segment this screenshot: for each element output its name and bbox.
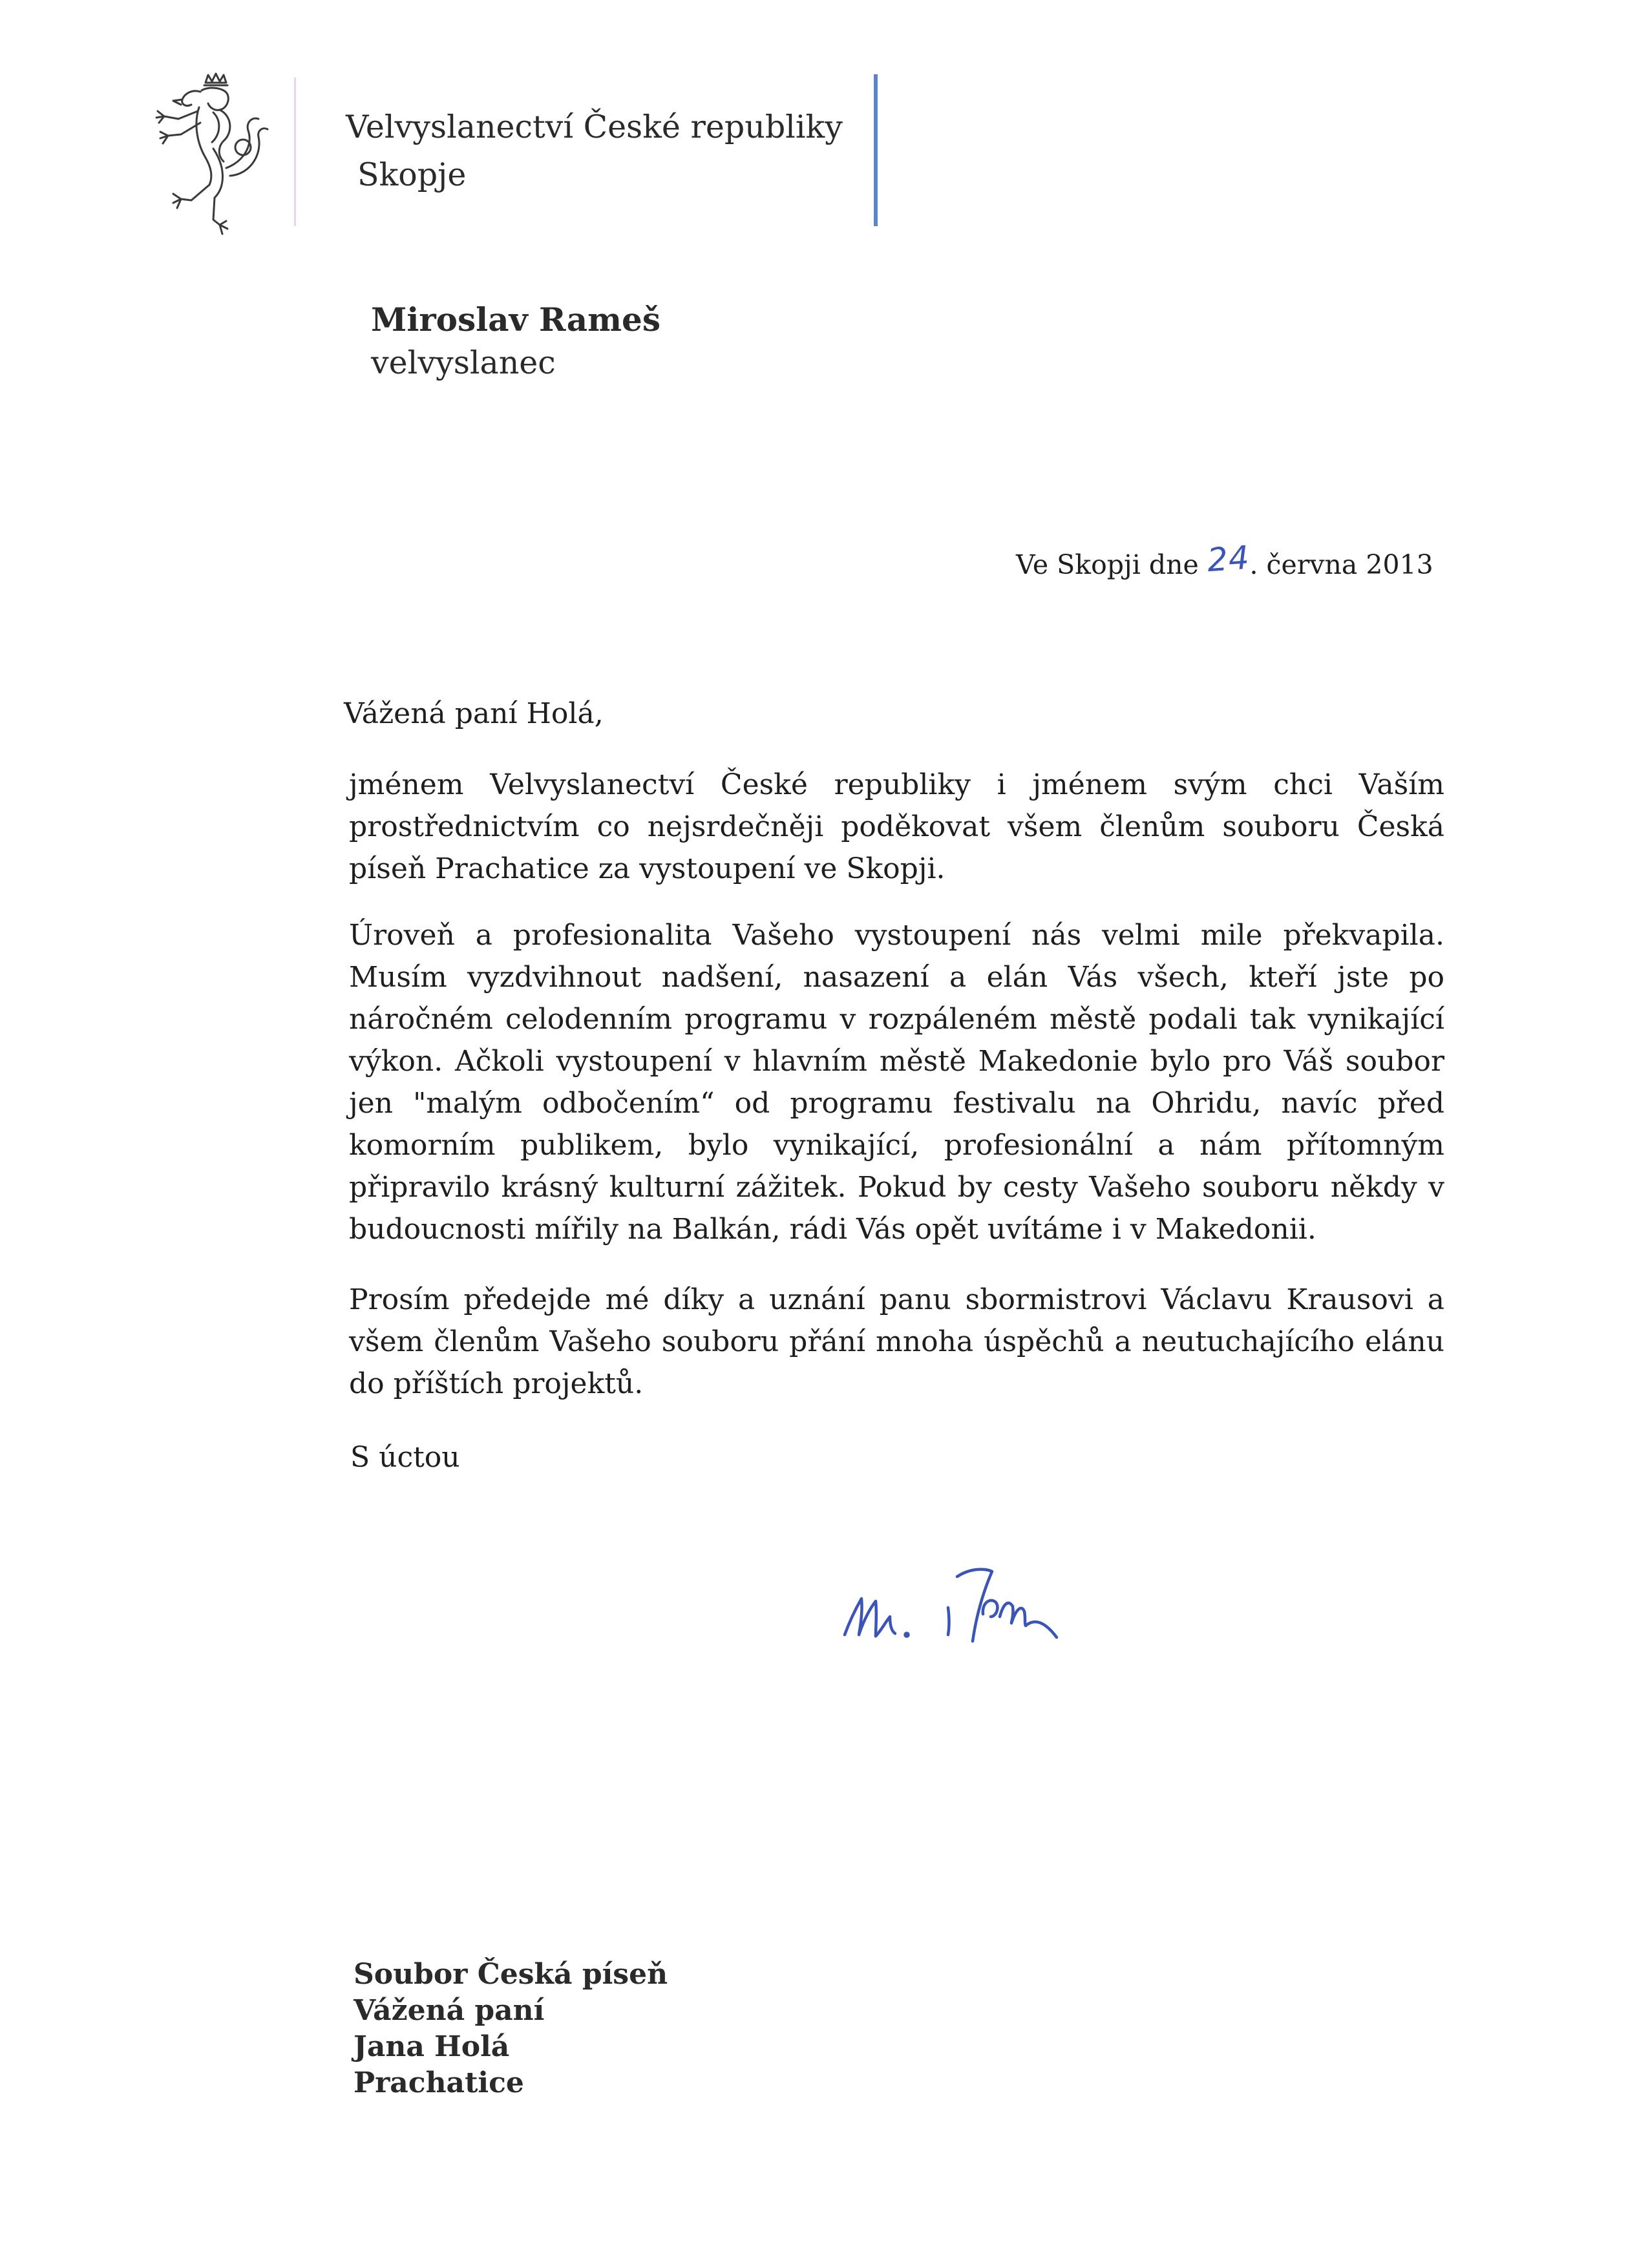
sender-role: velvyslanec <box>371 344 556 381</box>
recipient-line: Vážená paní <box>354 1994 545 2027</box>
embassy-name: Velvyslanectví České republiky <box>346 109 843 145</box>
recipient-line: Prachatice <box>354 2066 524 2099</box>
salutation: Vážená paní Holá, <box>344 697 604 730</box>
paragraph-1: jménem Velvyslanectví České republiky i jménem svým chci Vaším prostřednictvím co nejsrdečněji poděkovat všem členům souboru Česká píseň Prachatice za vystoupení ve Skopji. <box>349 768 1444 885</box>
closing: S úctou <box>350 1441 460 1474</box>
sender-name: Miroslav Rameš <box>371 300 660 339</box>
date-day-handwritten: 24 <box>1205 538 1251 580</box>
emblem-divider <box>294 78 296 226</box>
recipient-line: Soubor Česká píseň <box>354 1958 668 1991</box>
date-prefix: Ve Skopji dne <box>1016 549 1207 580</box>
header-divider <box>874 74 878 226</box>
date-suffix: . června 2013 <box>1249 549 1433 580</box>
embassy-city: Skopje <box>357 156 467 193</box>
date-line <box>1016 538 1433 582</box>
signature <box>830 1538 1134 1667</box>
paragraph-3: Prosím předejde mé díky a uznání panu sbormistrovi Václavu Krausovi a všem členům Vašeho souboru přání mnoha úspěchů a neutuchajícího elánu do příštích projektů. <box>349 1283 1444 1400</box>
recipient-block <box>354 1957 668 2101</box>
czech-lion-emblem <box>129 71 278 239</box>
paragraph-2: Úroveň a profesionalita Vašeho vystoupení nás velmi mile překvapila. Musím vyzdvihnout nadšení, nasazení a elán Vás všech, kteří jste po náročném celodenním programu v rozpáleném městě podali tak vynikající výkon. Ačkoli vystoupení v hlavním městě Makedonie bylo pro Váš soubor jen "malým odbočením“ od programu festivalu na Ohridu, navíc před komorním publikem, bylo vynikající, profesionální a nám přítomným připravilo krásný kulturní zážitek. Pokud by cesty Vašeho souboru někdy v budoucnosti mířily na Balkán, rádi Vás opět uvítáme i v Makedonii. <box>349 919 1444 1246</box>
recipient-line: Jana Holá <box>354 2030 510 2063</box>
